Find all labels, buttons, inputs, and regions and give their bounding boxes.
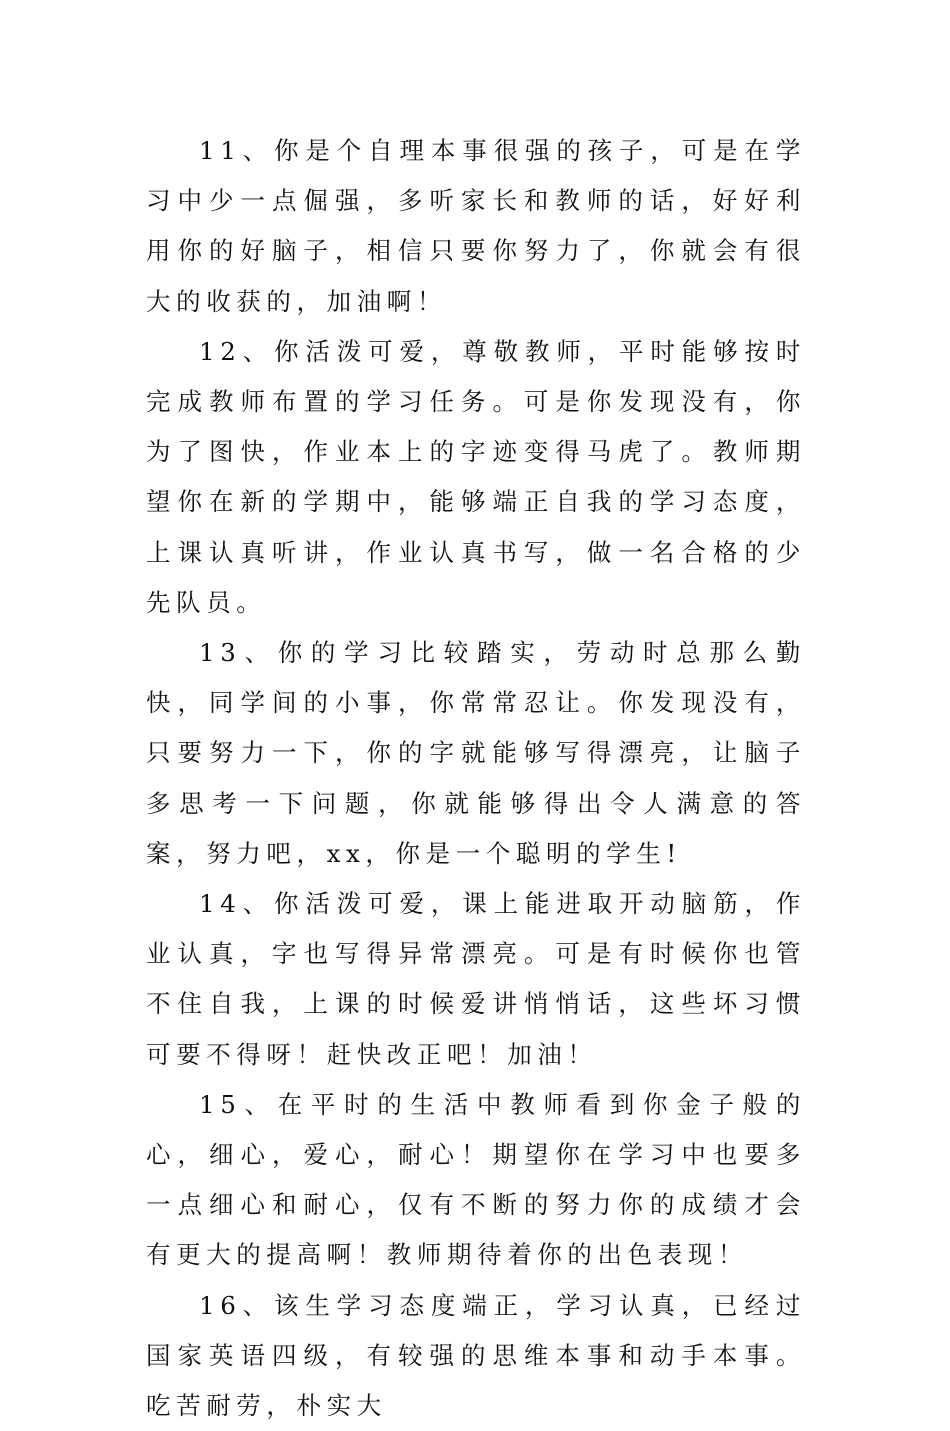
paragraph-13: 13、你的学习比较踏实，劳动时总那么勤快，同学间的小事，你常常忍让。你发现没有，只要努力一下，你的字就能够写得漂亮，让脑子多思考一下问题，你就能够得出令人满意的答案，努力吧，xx，你是一个聪明的学生! bbox=[146, 638, 806, 868]
paragraph-11: 11、你是个自理本事很强的孩子，可是在学习中少一点倔强，多听家长和教师的话，好好利用你的好脑子，相信只要你努力了，你就会有很大的收获的，加油啊！ bbox=[146, 136, 806, 316]
document-body bbox=[146, 126, 806, 1431]
paragraph-15: 15、在平时的生活中教师看到你金子般的心，细心，爱心，耐心！期望你在学习中也要多一点细心和耐心，仅有不断的努力你的成绩才会有更大的提高啊！教师期待着你的出色表现！ bbox=[146, 1089, 806, 1270]
paragraph-14: 14、你活泼可爱，课上能进取开动脑筋，作业认真，字也写得异常漂亮。可是有时候你也管不住自我，上课的时候爱讲悄悄话，这些坏习惯可要不得呀！赶快改正吧！加油！ bbox=[146, 889, 806, 1069]
paragraph-12: 12、你活泼可爱，尊敬教师，平时能够按时完成教师布置的学习任务。可是你发现没有，你为了图快，作业本上的字迹变得马虎了。教师期望你在新的学期中，能够端正自我的学习态度，上课认真听讲，作业认真书写，做一名合格的少先队员。 bbox=[146, 336, 806, 617]
paragraph-16: 16、该生学习态度端正，学习认真，已经过国家英语四级，有较强的思维本事和动手本事。吃苦耐劳，朴实大 bbox=[146, 1290, 806, 1421]
